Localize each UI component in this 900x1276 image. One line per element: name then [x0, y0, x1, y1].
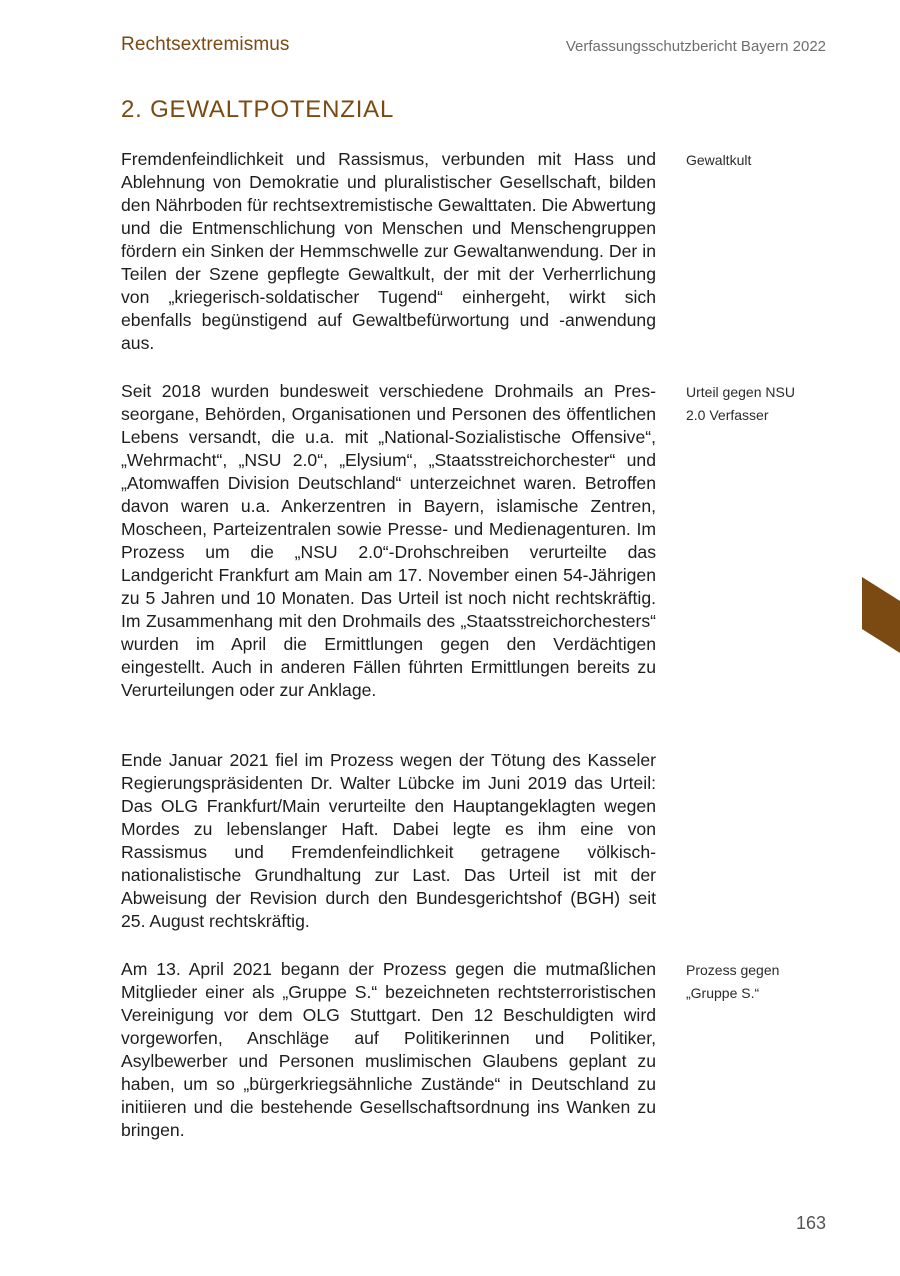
- margin-note-nsu: Urteil gegen NSU 2.0 Verfasser: [686, 384, 795, 423]
- paragraph-gewaltkult: Fremdenfeindlichkeit und Rassismus, verbunden mit Hass und Ablehnung von Demokratie und pluralistischer Gesellschaft, bilden den Nährboden für rechtsextremistische Gewalttaten. Die Abwertung und die Entmenschlichung von Menschen und Menschengruppen fördern ein Sinken der Hemmschwelle zur Gewaltanwendung. Der in Teilen der Szene gepflegte Gewaltkult, der mit der Verherrlichung von „kriegerisch-soldatischer Tugend“ einhergeht, wirkt sich ebenfalls begünstigend auf Gewaltbefürwortung und -anwendung aus.: [121, 149, 656, 353]
- page-number: 163: [795, 1213, 826, 1233]
- paragraph-nsu-drohmails: Seit 2018 wurden bundesweit verschiedene Drohmails an Presseorgane, Behörden, Organisationen und Personen des öffentlichen Lebens versandt, die u.a. mit „National-Sozialistische Offensive“, „Wehrmacht“, „NSU 2.0“, „Elysium“, „Staatsstreichorchester“ und „Atomwaffen Division Deutschland“ unterzeichnet waren. Betroffen davon waren u.a. Ankerzentren in Bayern, islamische Zentren, Moscheen, Parteizentralen sowie Presse- und Medienagenturen. Im Prozess um die „NSU 2.0“-Drohschreiben verurteilte das Landgericht Frankfurt am Main am 17. November einen 54-Jährigen zu 5 Jahren und 10 Monaten. Das Urteil ist noch nicht rechtskräftig. Im Zusammenhang mit den Drohmails des „Staatsstreichorchesters“ wurden im April die Ermittlungen gegen den Verdächtigen eingestellt. Auch in anderen Fällen führten Ermittlungen bereits zu Verurteilungen oder zur Anklage.: [121, 381, 656, 700]
- paragraph-gruppe-s: Am 13. April 2021 begann der Prozess gegen die mutmaßlichen Mitglieder einer als „Gruppe S.“ bezeichneten rechtsterroristischen Vereinigung vor dem OLG Stuttgart. Den 12 Beschuldigten wird vorgeworfen, Anschläge auf Politikerinnen und Politiker, Asylbewerber und Personen muslimischen Glaubens geplant zu haben, um so „bürgerkriegsähnliche Zustände“ in Deutschland zu initiieren und die bestehende Gesellschaftsordnung ins Wanken zu bringen.: [121, 959, 656, 1140]
- margin-note-gruppe-s: Prozess gegen „Gruppe S.“: [686, 962, 780, 1001]
- paragraph-luebcke: Ende Januar 2021 fiel im Prozess wegen der Tötung des Kasseler Regierungspräsidenten Dr. Walter Lübcke im Juni 2019 das Urteil: Das OLG Frankfurt/Main verurteilte den Hauptangeklagten wegen Mordes zu lebenslanger Haft. Dabei legte es ihm eine von Rassismus und Fremdenfeindlichkeit getragene völkisch-nationalistische Grundhaltung zur Last. Das Urteil ist mit der Abweisung der Revision durch den Bundesgerichtshof (BGH) seit 25. August rechtskräftig.: [121, 750, 656, 931]
- chapter-title: 2. GEWALTPOTENZIAL: [121, 96, 395, 123]
- running-head-section: Rechtsextremismus: [121, 34, 290, 55]
- chapter-tab-marker: [862, 577, 900, 653]
- chapter-tab-shape: [862, 577, 900, 653]
- running-head-publication: Verfassungsschutzbericht Bayern 2022: [565, 38, 826, 55]
- margin-note-gewaltkult: Gewaltkult: [686, 152, 752, 168]
